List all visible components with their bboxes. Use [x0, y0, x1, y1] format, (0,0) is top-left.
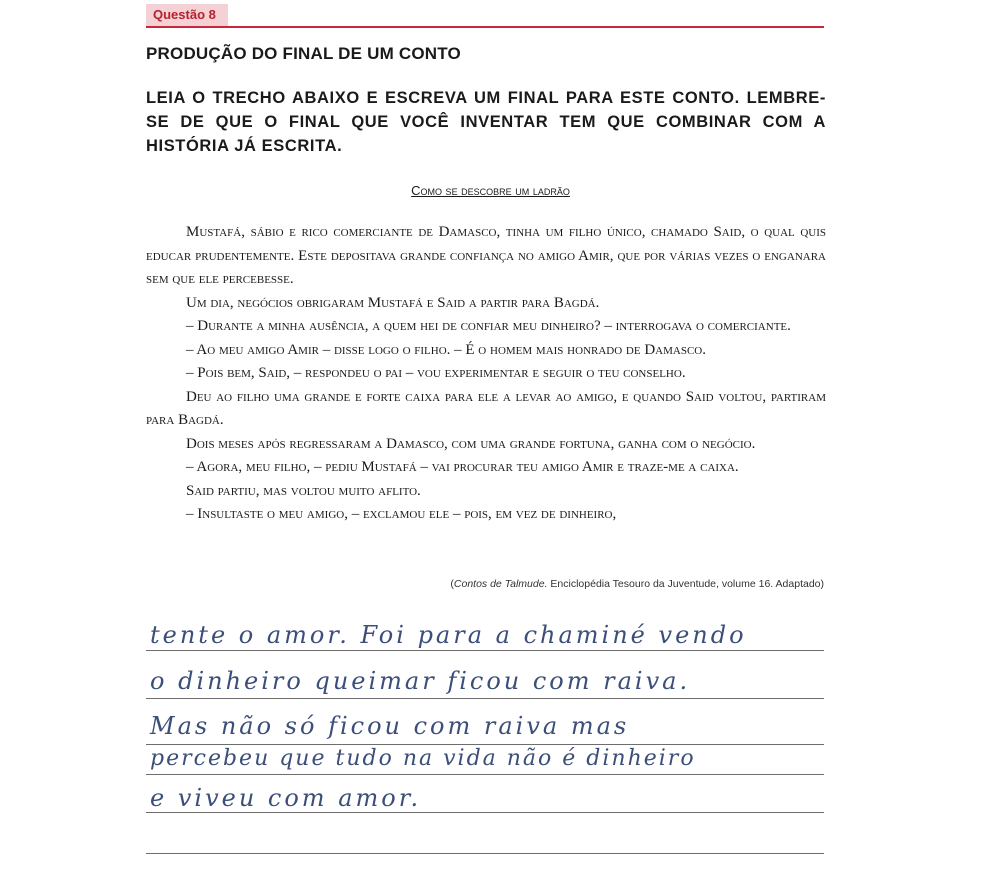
answer-lines — [146, 0, 824, 874]
story-paragraph: Um dia, negócios obrigaram Mustafá e Said a partir para Bagdá. — [186, 294, 600, 311]
source-citation: (Contos de Talmude. Enciclopédia Tesouro da Juventude, volume 16. Adaptado) — [450, 578, 824, 590]
story-paragraph: – Durante a minha ausência, a quem hei de confiar meu dinheiro? – interrogava o comerciante. — [186, 318, 791, 334]
question-label: Questão 8 — [146, 4, 228, 26]
story-paragraph: Deu ao filho uma grande e forte caixa para ele a levar ao amigo, e quando Said voltou, partiram para Bagdá. — [146, 388, 826, 428]
answer-line — [146, 853, 824, 854]
story-paragraph: – Agora, meu filho, – pediu Mustafá – vai procurar teu amigo Amir e traze-me a caixa. — [186, 459, 739, 475]
source-title: Contos de Talmude. — [453, 578, 548, 590]
story-title: Como se descobre um ladrão — [411, 183, 570, 198]
page-heading: PRODUÇÃO DO FINAL DE UM CONTO — [146, 44, 461, 63]
handwritten-line: o dinheiro queimar ficou com raiva. — [150, 667, 691, 695]
handwritten-line: percebeu que tudo na vida não é dinheiro — [150, 746, 696, 771]
answer-line — [146, 774, 824, 775]
story-paragraph: – Ao meu amigo Amir – disse logo o filho. – É o homem mais honrado de Damasco. — [186, 341, 706, 358]
handwritten-line: Mas não só ficou com raiva mas — [150, 712, 630, 740]
story-paragraph: Dois meses após regressaram a Damasco, com uma grande fortuna, ganha com o negócio. — [186, 435, 756, 452]
story-paragraph: – Insultaste o meu amigo, – exclamou ele – pois, em vez de dinheiro, — [186, 506, 617, 522]
answer-line — [146, 744, 824, 745]
answer-line — [146, 650, 824, 651]
story-paragraph: Said partiu, mas voltou muito aflito. — [186, 482, 421, 499]
handwritten-line: e viveu com amor. — [150, 784, 422, 812]
handwritten-line: tente o amor. Foi para a chaminé vendo — [150, 621, 747, 649]
source-details: Enciclopédia Tesouro da Juventude, volume 16. Adaptado) — [547, 578, 824, 590]
answer-line — [146, 812, 824, 813]
instruction-text: LEIA O TRECHO ABAIXO E ESCREVA UM FINAL PARA ESTE CONTO. LEMBRE-SE DE QUE O FINAL QUE VOCÊ INVENTAR TEM QUE COMBINAR COM A HISTÓRIA JÁ ESCRITA. — [146, 89, 826, 155]
story-paragraph: Mustafá, sábio e rico comerciante de Damasco, tinha um filho único, chamado Said, o qual quis educar prudentemente. Este depositava grande confiança no amigo Amir, que por várias vezes o enganara sem que ele percebesse. — [146, 224, 826, 287]
story-paragraph: – Pois bem, Said, – respondeu o pai – vou experimentar e seguir o teu conselho. — [186, 365, 686, 381]
answer-line — [146, 698, 824, 699]
